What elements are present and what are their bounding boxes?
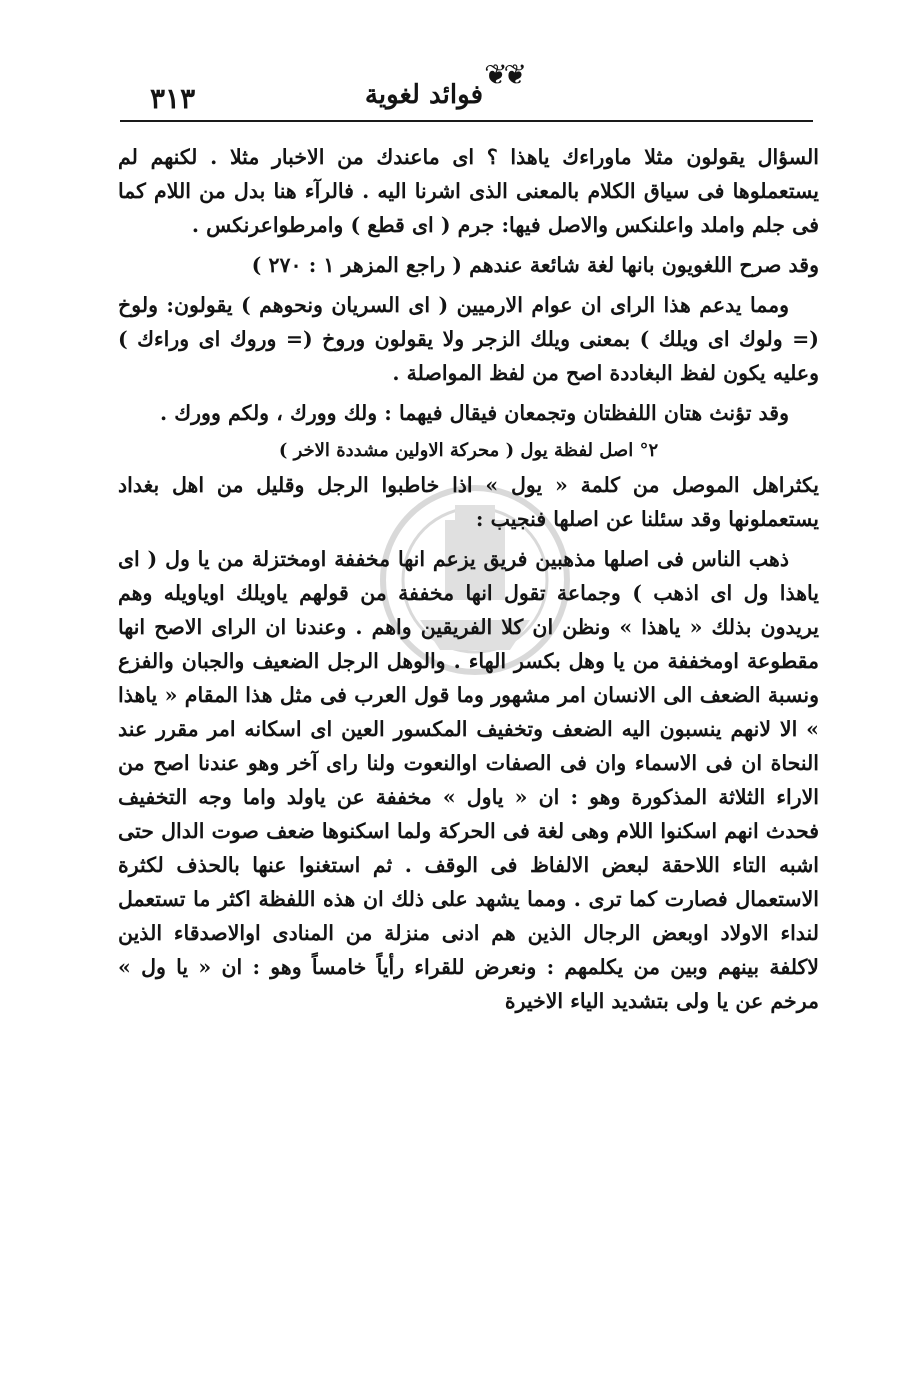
paragraph-3: ومما يدعم هذا الراى ان عوام الارميين ( اى السريان ونحوهم ) يقولون: ولوخ (= ولوك اى ويلك ) بمعنى ويلك الزجر ولا يقولون وروخ (= وروك اى وراءك ) وعليه يكون لفظ البغاددة اصح من لفظ المواصلة .	[118, 293, 819, 385]
paragraph-4: وقد تؤنث هتان اللفظتان وتجمعان فيقال فيهما : ولك وورك ، ولكم وورك .	[159, 401, 789, 425]
page-header	[120, 58, 813, 118]
paragraph-5: يكثراهل الموصل من كلمة « يول » اذا خاطبوا الرجل وقليل من اهل بغداد يستعملونها وقد سئلنا عن اصلها فنجيب :	[118, 473, 819, 531]
section-heading: ٢° اصل لفظة يول ( محركة الاولين مشددة الاخر )	[278, 440, 659, 461]
header-ornament: ❦❦	[484, 58, 523, 91]
paragraph-2: وقد صرح اللغويون بانها لغة شائعة عندهم ( راجع المزهر ١ : ٢٧٠ )	[251, 253, 819, 277]
body-text	[118, 140, 819, 1320]
running-title: فوائد لغوية	[364, 80, 483, 110]
paragraph-6: ذهب الناس فى اصلها مذهبين فريق يزعم انها مخففة اومختزلة من يا ول ( اى ياهذا ول اى اذهب ) وجماعة تقول انها مخففة من قولهم ياويلك اوياويله وهم يريدون بذلك « ياهذا » ونظن ان كلا الفريقين واهم . وعندنا ان الراى الاصح انها مقطوعة اومخففة من يا وهل بكسر الهاء . والوهل الرجل الضعيف والجبان والفزع ونسبة الضعف الى الانسان امر مشهور وما قول العرب فى مثل هذا المقام « ياهذا » الا لانهم ينسبون اليه الضعف وتخفيف المكسور العين اى اسكانه امر مقرر عند النحاة ان فى الاسماء وان فى الصفات اوالنعوت ولنا راى آخر وهو عندنا اصح من الاراء الثلاثة المذكورة وهو : ان « ياول » مخففة عن ياولد واما وجه التخفيف فحدث انهم اسكنوا اللام وهى لغة فى الحركة ولما اسكنوها ضعف صوت الدال حتى اشبه التاء اللاحقة لبعض الالفاظ فى الوقف . ثم استغنوا عنها بالحذف لكثرة الاستعمال فصارت كما ترى . ومما يشهد على ذلك ان هذه اللفظة اكثر ما تستعمل لنداء الاولاد اوبعض الرجال الذين هم ادنى منزلة من المنادى اوالاصدقاء الذين لاكلفة بينهم وبين من يكلمهم : ونعرض للقراء رأياً خامساً وهو : ان « يا ول » مرخم عن يا ولى بتشديد الياء الاخيرة	[118, 547, 819, 1013]
page-number: ٣١٣	[150, 82, 196, 115]
header-rule	[120, 120, 813, 122]
paragraph-1: السؤال يقولون مثلا ماوراءك ياهذا ؟ اى ماعندك من الاخبار مثلا . لكنهم لم يستعملوها فى سياق الكلام بالمعنى الذى اشرنا اليه . فالرآء هنا بدل من اللام كما فى جلم واملد واعلنكس والاصل فيها: جرم ( اى قطع ) وامرطواعرنكس .	[118, 145, 819, 237]
